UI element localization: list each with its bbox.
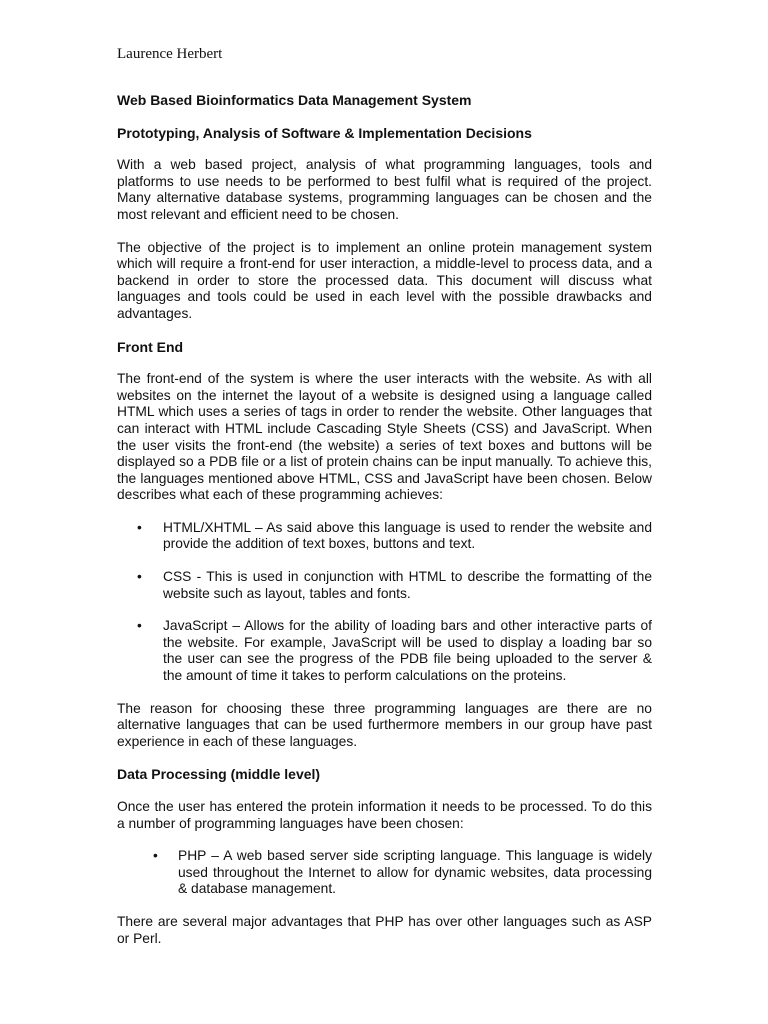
list-item-text: HTML/XHTML – As said above this language is used to render the website and provide the addition of text boxes, buttons and text. — [163, 519, 652, 552]
data-processing-heading: Data Processing (middle level) — [117, 766, 321, 783]
document-title: Web Based Bioinformatics Data Management System — [117, 92, 472, 108]
front-end-heading: Front End — [117, 338, 184, 355]
bullet-icon: • — [137, 569, 142, 585]
list-item — [117, 569, 652, 602]
list-item-text: PHP – A web based server side scripting language. This language is widely used throughout the Internet to allow for dynamic websites, data processing & database management. — [178, 848, 652, 897]
bullet-icon: • — [153, 848, 158, 864]
intro-paragraph-1: With a web based project, analysis of what programming languages, tools and platforms to use needs to be performed to best fulfil what is required of the project. Many alternative database systems, programming languages can be chosen and the most relevant and efficient need to be chosen. — [117, 157, 652, 222]
document-subtitle: Prototyping, Analysis of Software & Implementation Decisions — [117, 124, 532, 141]
data-processing-conclusion: There are several major advantages that PHP has over other languages such as ASP or Perl. — [117, 913, 652, 946]
bullet-icon: • — [137, 618, 142, 634]
intro-paragraph-2: The objective of the project is to implement an online protein management system which will require a front-end for user interaction, a middle-level to process data, and a backend in order to store the processed data. This document will discuss what languages and tools could be used in each level with the possible drawbacks and advantages. — [117, 239, 652, 321]
bullet-icon: • — [137, 519, 142, 535]
list-item — [117, 520, 652, 553]
author-name: Laurence Herbert — [117, 46, 223, 62]
list-item-text: CSS - This is used in conjunction with HTML to describe the formatting of the website such as layout, tables and fonts. — [163, 569, 652, 601]
data-processing-bullet-list — [117, 848, 652, 898]
front-end-bullet-list — [117, 520, 652, 685]
data-processing-paragraph: Once the user has entered the protein information it needs to be processed. To do this a number of programming languages have been chosen: — [117, 799, 652, 831]
list-item — [117, 618, 652, 684]
list-item-text: JavaScript – Allows for the ability of loading bars and other interactive parts of the website. For example, JavaScript will be used to display a loading bar so the user can see the progress of the PDB file being uploaded to the server & the amount of time it takes to perform calculations on the proteins. — [163, 618, 652, 684]
document-body — [117, 92, 652, 963]
front-end-paragraph: The front-end of the system is where the user interacts with the website. As with all websites on the internet the layout of a website is designed using a language called HTML which uses a series of tags in order to render the website. Other languages that can interact with HTML include Cascading Style Sheets (CSS) and JavaScript. When the user visits the front-end (the website) a series of text boxes and buttons will be displayed so a PDB file or a list of protein chains can be input manually. To achieve this, the languages mentioned above HTML, CSS and JavaScript have been chosen. Below describes what each of these programming achieves: — [117, 371, 652, 503]
list-item — [117, 848, 652, 898]
front-end-conclusion: The reason for choosing these three programming languages are there are no alternative languages that can be used furthermore members in our group have past experience in each of these languages. — [117, 700, 652, 749]
